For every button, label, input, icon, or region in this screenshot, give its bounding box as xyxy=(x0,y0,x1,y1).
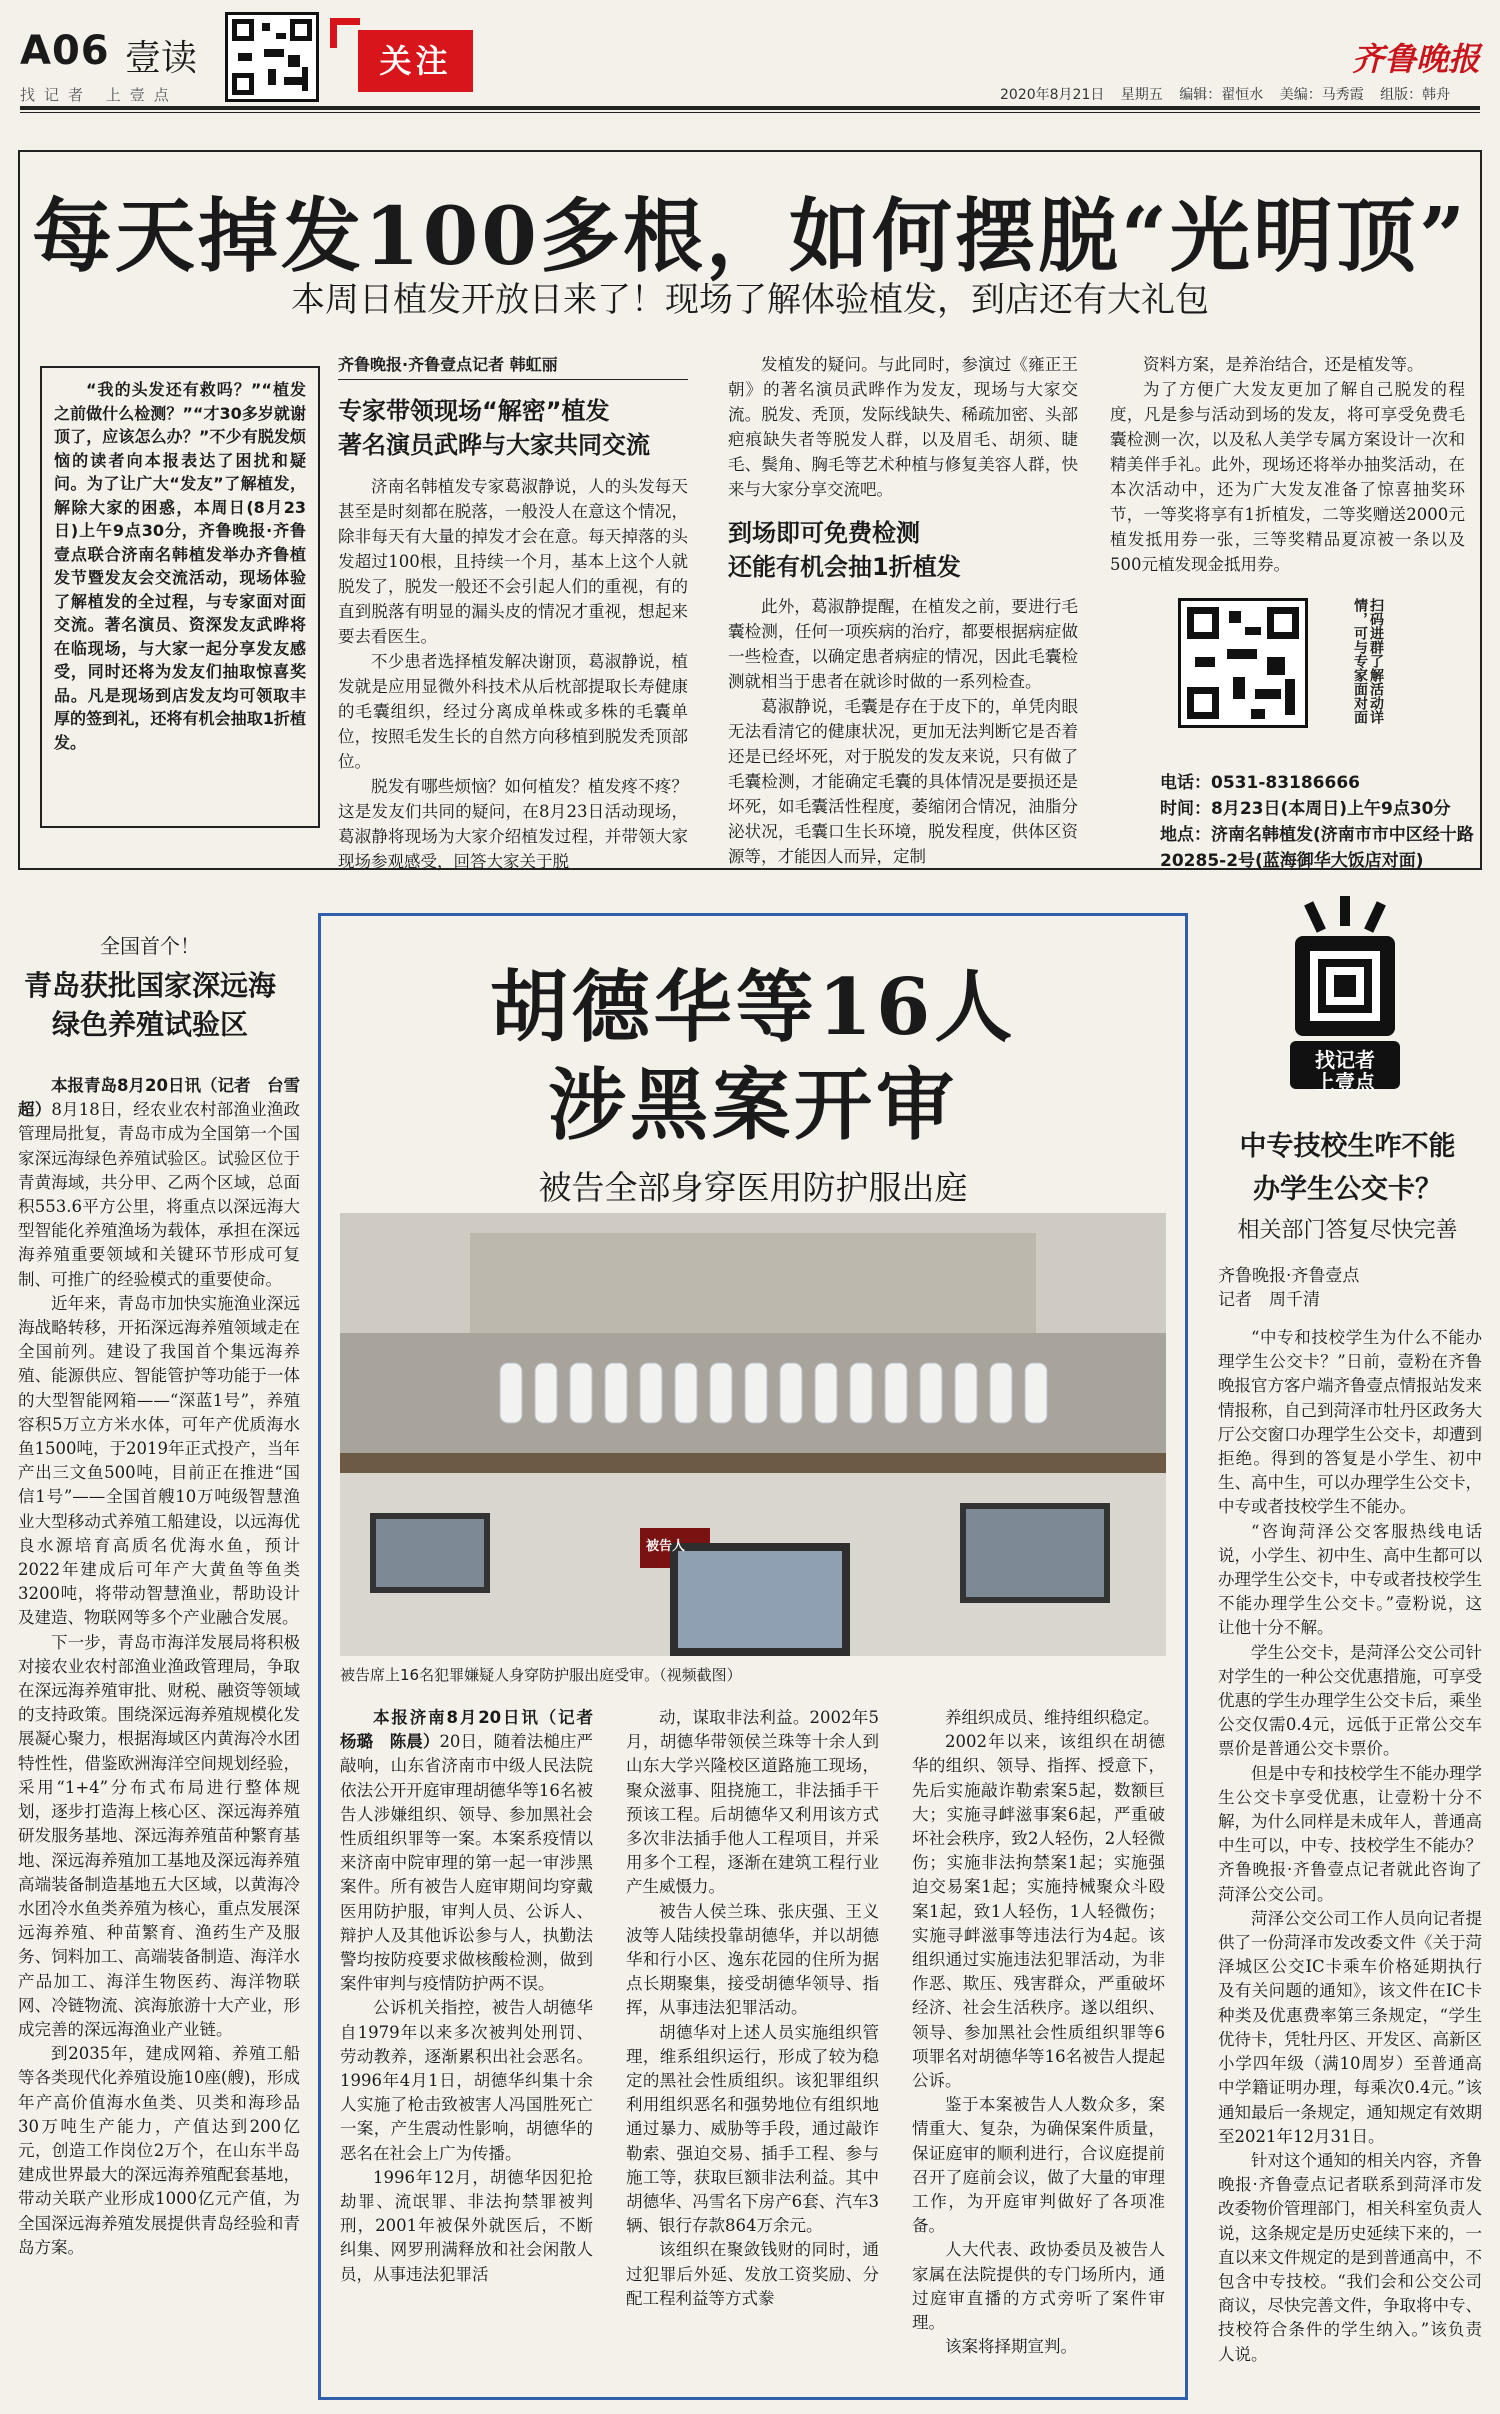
story-paragraph: 养组织成员、维持组织稳定。 xyxy=(945,1708,1160,1727)
story-paragraph: 动，谋取非法利益。2002年5月，胡德华带领侯兰珠等十余人到山东大学兴隆校区道路施工现场，聚众滋事、阻挠施工，非法插手干预该工程。后胡德华又利用该方式多次非法插手他人工程项目，并采用多个工程，逐渐在建筑工程行业产生威慑力。 xyxy=(626,1708,879,1897)
main-story-title-line2: 涉黑案开审 xyxy=(547,1060,958,1151)
photo-caption: 被告席上16名犯罪嫌疑人身穿防护服出庭受审。（视频截图） xyxy=(340,1666,742,1684)
story-lead: 本报青岛8月20日讯（记者 台雪超） xyxy=(18,1076,300,1120)
story-paragraph: 下一步，青岛市海洋发展局将积极对接农业农村部渔业渔政管理局，争取在深远海养殖审批、财税、融资等领域的支持政策。围绕深远海养殖规模化发展凝心聚力，根据海域区内黄海冷水团特性性，借鉴欧洲海洋空间规划经验，采用“1+4”分布式布局进行整体规划，逐步打造海上核心区、深远海养殖研发服务基地、深远海养殖苗种繁育基地、深远海养殖加工基地及深远海养殖高端装备制造基地五大区域，以黄海冷水团冷水鱼类养殖为核心，重点发展深远海养殖、种苗繁育、渔药生产及服务、饲料加工、高端装备制造、海洋水产品加工、海洋生物医药、海洋物联网、冷链物流、滨海旅游十大产业，形成完善的深远海渔业产业链。 xyxy=(18,1632,300,2039)
ad-paragraph: 发植发的疑问。与此同时，参演过《雍正王朝》的著名演员武晔作为发友，现场与大家交流。脱发、秃顶，发际线缺失、稀疏加密、头部疤痕缺失者等脱发人群，以及眉毛、胡须、睫毛、鬓角、胸毛等艺术种植与修复美容人群，快来与大家分享交流吧。 xyxy=(728,355,1078,499)
main-story-title-line1: 胡德华等16人 xyxy=(489,962,1017,1053)
page-number: A06 xyxy=(20,28,110,74)
ad-subheadline: 本周日植发开放日来了！现场了解体验植发，到店还有大礼包 xyxy=(291,280,1209,320)
qr-note: 扫码进群了解活动详情，可与专家面对面 xyxy=(1352,598,1384,724)
promo-label-1: 找记者 xyxy=(1315,1048,1375,1072)
story-text: 20日，随着法槌庄严敲响，山东省济南市中级人民法院依法公开开庭审理胡德华等16名被告人涉嫌组织、领导、参加黑社会性质组织罪等一案。本案系疫情以来济南中院审理的第一起一审涉黑案件。所有被告人庭审期间均穿戴医用防护服，审判人员、公诉人、辩护人及其他诉讼参与人，执勤法警均按防疫要求做核酸检测，做到案件审判与疫情防护两不误。 xyxy=(340,1732,594,1994)
left-story-title-line1: 青岛获批国家深远海 xyxy=(23,969,276,1002)
ad-paragraph: 此外，葛淑静提醒，在植发之前，要进行毛囊检测，任何一项疾病的治疗，都要根据病症做一些检查，以确定患者病症的情况，因此毛囊检测就相当于患者在就诊时做的一系列检查。 xyxy=(728,597,1078,691)
right-story-byline-2: 记者 周千清 xyxy=(1218,1290,1320,1310)
story-paragraph: “咨询菏泽公交客服热线电话说，小学生、初中生、高中生都可以办理学生公交卡，中专或者技校学生不能办理学生公交卡。”壹粉说，这让他十分不解。 xyxy=(1218,1521,1482,1638)
badge-corner-mark xyxy=(330,18,360,48)
story-paragraph: 该案将择期宣判。 xyxy=(945,2337,1077,2357)
ad-paragraph: 不少患者选择植发解决谢顶，葛淑静说，植发就是应用显微外科技术从后枕部提取长寿健康的毛囊组织，经过分离成单株或多株的毛囊单位，按照毛发生长的自然方向移植到脱发秃顶部位。 xyxy=(338,652,688,771)
ad-byline: 齐鲁晚报·齐鲁壹点记者 韩虹丽 xyxy=(338,352,688,380)
story-paragraph xyxy=(18,1074,300,1292)
story-paragraph: 1996年12月，胡德华因犯抢劫罪、流氓罪、非法拘禁罪被判刑，2001年被保外就医后，不断纠集、网罗刑满释放和社会闲散人员，从事违法犯罪活 xyxy=(340,2167,593,2284)
ad-intro-text: “我的头发还有救吗？”“植发之前做什么检测？”“才30多岁就谢顶了，应该怎么办？”不少有脱发烦恼的读者向本报表达了困扰和疑问。为了让广大“发友”了解植发，解除大家的困惑，本周日(8月23日)上午9点30分，齐鲁晚报·齐鲁壹点联合济南名韩植发举办齐鲁植发节暨发友会交流活动，现场体验了解植发的全过程，与专家面对面交流。著名演员、资深发友武晔将在临现场，与大家一起分享发友感受，同时还将为发友们抽取惊喜奖品。凡是现场到店发友均可领取丰厚的签到礼，还将有机会抽取1折植发。 xyxy=(54,380,306,752)
courtroom-illustration xyxy=(340,1213,1166,1656)
header-qr-code[interactable] xyxy=(225,12,319,102)
right-story-body xyxy=(1218,1264,1482,2367)
main-story-column-1 xyxy=(340,1706,610,2287)
right-story-title-line1: 中专技校生咋不能 xyxy=(1239,1131,1456,1162)
story-paragraph: 到2035年，建成网箱、养殖工船等各类现代化养殖设施10座(艘)，形成年产高价值海水鱼类、贝类和海珍品30万吨生产能力，产值达到200亿元，创造工作岗位2万个，在山东半岛建成世界最大的深远海养殖配套基地，带动关联产业形成1000亿元产值，为全国深远海养殖发展提供青岛经验和青岛方案。 xyxy=(18,2044,300,2257)
main-story-subtitle: 被告全部身穿医用防护服出庭 xyxy=(538,1168,968,1207)
story-paragraph: “中专和技校学生为什么不能办理学生公交卡？”日前，壹粉在齐鲁晚报官方客户端齐鲁壹点情报站发来情报称，自己到菏泽市牡丹区政务大厅公交窗口办理学生公交卡，却遭到拒绝。得到的答复是小学生、初中生、高中生，可以办理学生公交卡，中专或者技校学生不能办。 xyxy=(1218,1328,1482,1517)
story-paragraph: 鉴于本案被告人人数众多，案情重大、复杂，为确保案件质量，保证庭审的顺利进行，合议庭提前召开了庭前会议，做了大量的审理工作，为开庭审判做好了各项准备。 xyxy=(912,2095,1165,2236)
reporter-promo-icon xyxy=(1280,896,1410,1096)
ad-headline: 每天掉发100多根，如何摆脱“光明顶” xyxy=(31,189,1469,283)
ad-column-4 xyxy=(1110,352,1465,577)
ad-intro-box xyxy=(40,366,320,828)
ad-paragraph: 脱发有哪些烦恼？如何植发？植发疼不疼？这是发友们共同的疑问，在8月23日活动现场，葛淑静将现场为大家介绍植发过程，并带领大家现场参观感受，回答大家关于脱 xyxy=(338,777,688,871)
right-story-subtitle: 相关部门答复尽快完善 xyxy=(1237,1218,1458,1243)
contact-phone: 电话：0531-83186666 xyxy=(1160,773,1360,793)
ad-paragraph: 葛淑静说，毛囊是存在于皮下的，单凭肉眼无法看清它的健康状况，更加无法判断它是否着还是已经坏死，对于脱发的发友来说，只有做了毛囊检测，才能确定毛囊的具体情况是要损还是坏死，如毛囊活性程度，萎缩闭合情况，油脂分泌状况，毛囊口生长环境，脱发程度，供体区资源等，才能因人而异，定制 xyxy=(728,697,1078,866)
story-paragraph: 该组织在聚敛钱财的同时，通过犯罪后外延、发放工资奖励、分配工程利益等方式豢 xyxy=(626,2240,879,2308)
main-story-column-2 xyxy=(626,1706,879,2311)
story-paragraph: 被告人侯兰珠、张庆强、王义波等人陆续投靠胡德华，并以胡德华和行小区、逸东花园的住所为据点长期聚集，接受胡德华领导、指挥，从事违法犯罪活动。 xyxy=(626,1901,879,2018)
story-paragraph: 胡德华对上述人员实施组织管理，维系组织运行，形成了较为稳定的黑社会性质组织。该犯罪组织利用组织恶名和强势地位有组织地通过暴力、威胁等手段，通过敲诈勒索、强迫交易、插手工程、参与施工等，获取巨额非法利益。其中胡德华、冯雪名下房产6套、汽车3辆、银行存款864万余元。 xyxy=(626,2022,879,2236)
left-story-kicker: 全国首个！ xyxy=(100,934,200,958)
masthead-logo: 齐鲁晚报 xyxy=(1352,40,1481,78)
courtroom-photo xyxy=(340,1213,1166,1656)
main-story-column-3 xyxy=(912,1706,1165,2359)
header-rule-thin xyxy=(20,112,1480,113)
ad-column-2 xyxy=(338,352,688,874)
contact-place: 地点：济南名韩植发(济南市市中区经十路20285-2号(蓝海御华大饭店对面) xyxy=(1160,825,1474,871)
story-paragraph: 针对这个通知的相关内容，齐鲁晚报·齐鲁壹点记者联系到菏泽市发改委物价管理部门，相关科室负责人说，这条规定是历史延续下来的，一直以来文件规定的是到普通高中，不包含中专技校。“我们会和公交公司商议，尽快完善文件，争取将中专、技校符合条件的学生纳入。”该负责人说。 xyxy=(1218,2150,1482,2364)
story-text: 8月18日，经农业农村部渔业渔政管理局批复，青岛市成为全国第一个国家深远海绿色养殖试验区。试验区位于青黄海域，共分甲、乙两个区域，总面积553.6平方公里，将重点以深远海大型智能化养殖渔场为载体，承担在深远海养殖重要领域和关键环节形成可复制、可推广的经验模式的重要使命。 xyxy=(18,1100,300,1289)
story-paragraph: 但是中专和技校学生不能办理学生公交卡享受优惠，让壹粉十分不解，为什么同样是未成年人，普通高中生可以，中专、技校学生不能办？齐鲁晚报·齐鲁壹点记者就此咨询了菏泽公交公司。 xyxy=(1218,1763,1482,1904)
story-paragraph xyxy=(340,1706,610,1996)
ad-heading-1-line1: 专家带领现场“解密”植发 xyxy=(338,397,610,425)
ad-paragraph: 资料方案，是养治结合，还是植发等。 xyxy=(1143,355,1424,374)
promo-label-2: 上壹点 xyxy=(1315,1070,1375,1094)
story-paragraph: 2002年以来，该组织在胡德华的组织、领导、指挥、授意下，先后实施敲诈勒索案5起，数额巨大；实施寻衅滋事案6起，严重破坏社会秩序，致2人轻伤，2人轻微伤；实施非法拘禁案1起；实施强迫交易案1起；实施持械聚众斗殴案1起，致1人轻伤，1人轻微伤；实施寻衅滋事等违法行为4起。该组织通过实施违法犯罪活动，为非作恶、欺压、残害群众，严重破坏经济、社会生活秩序。遂以组织、领导、参加黑社会性质组织罪等6项罪名对胡德华等16名被告人提起公诉。 xyxy=(912,1732,1165,2091)
header-rule xyxy=(20,106,1480,110)
ad-heading-2-line1: 到场即可免费检测 xyxy=(728,519,920,547)
story-paragraph: 人大代表、政协委员及被告人家属在法院提供的专门场所内，通过庭审直播的方式旁听了案件审理。 xyxy=(912,2240,1165,2333)
defendant-sign: 被告人 xyxy=(646,1539,686,1554)
contact-time: 时间：8月23日(本周日)上午9点30分 xyxy=(1160,799,1451,819)
story-paragraph: 公诉机关指控，被告人胡德华自1979年以来多次被判处刑罚、劳动教养，逐渐累积出社会恶名。1996年4月1日，胡德华纠集十余人实施了枪击致被害人冯国胜死亡一案，产生震动性影响，胡德华的恶名在社会上广为传播。 xyxy=(340,1998,593,2163)
ad-heading-1-line2: 著名演员武晔与大家共同交流 xyxy=(338,431,650,459)
story-paragraph: 学生公交卡，是菏泽公交公司针对学生的一种公交优惠措施，可享受优惠的学生办理学生公交卡后，乘坐公交仅需0.4元，远低于正常公交车票价是普通公交卡票价。 xyxy=(1218,1642,1482,1759)
right-story-title-line2: 办学生公交卡？ xyxy=(1253,1174,1442,1205)
ad-paragraph: 济南名韩植发专家葛淑静说，人的头发每天甚至是时刻都在脱落，一般没人在意这个情况，除非每天有大量的掉发才会在意。每天掉落的头发超过100根，且持续一个月，基本上这个人就脱发了，脱发一般还不会引起人们的重视，有的直到脱落有明显的漏头皮的情况才重视，想起来要去看医生。 xyxy=(338,477,688,646)
header-slogan: 找记者 上壹点 xyxy=(20,86,178,104)
left-story-body xyxy=(18,1074,300,2260)
ad-paragraph: 为了方便广大发友更加了解自己脱发的程度，凡是参与活动到场的发友，将可享受免费毛囊检测一次，以及私人美学专属方案设计一次和精美伴手礼。此外，现场还将举办抽奖活动，在本次活动中，还为广大发友准备了惊喜抽奖环节，一等奖将享有1折植发，二等奖赠送2000元植发抵用券一张，三等奖精品夏凉被一条以及500元植发现金抵用券。 xyxy=(1110,380,1465,574)
story-paragraph: 菏泽公交公司工作人员向记者提供了一份菏泽市发改委文件《关于菏泽城区公交IC卡乘车价格延期执行及有关问题的通知》，该文件在IC卡种类及优惠费率第三条规定，“学生优待卡，凭牡丹区、开发区、高新区小学四年级（满10周岁）至普通高中学籍证明办理，每乘次0.4元。”该通知最后一条规定，通知规定有效期至2021年12月31日。 xyxy=(1218,1908,1482,2146)
ad-column-3 xyxy=(728,352,1078,869)
story-lead: 本报济南8月20日讯（记者 杨璐 陈晨） xyxy=(340,1708,610,1752)
left-story-title-line2: 绿色养殖试验区 xyxy=(51,1008,248,1041)
section-badge: 关注 xyxy=(358,30,473,92)
issue-info: 2020年8月21日 星期五 编辑：翟恒水 美编：马秀霞 组版：韩舟 xyxy=(1000,87,1451,103)
ad-heading-2-line2: 还能有机会抽1折植发 xyxy=(728,553,961,581)
ad-qr-code[interactable] xyxy=(1178,598,1308,728)
right-story-byline-1: 齐鲁晚报·齐鲁壹点 xyxy=(1218,1266,1360,1286)
story-paragraph: 近年来，青岛市加快实施渔业深远海战略转移，开拓深远海养殖领域走在全国前列。建设了我国首个集远海养殖、能源供应、智能管护等功能于一体的大型智能网箱——“深蓝1号”，养殖容积5万立方米水体，可年产优质海水鱼1500吨，于2019年正式投产，当年产出三文鱼500吨，目前正在推进“国信1号”——全国首艘10万吨级智慧渔业大型移动式养殖工船建设，以远海优良水源培育高质名优海水鱼，预计2022年建成后可年产大黄鱼等鱼类3200吨，将带动智慧渔业，帮助设计及建造、物联网等多个产业融合发展。 xyxy=(18,1293,300,1628)
section-name: 壹读 xyxy=(125,38,198,79)
ad-contact-box xyxy=(1160,770,1478,874)
